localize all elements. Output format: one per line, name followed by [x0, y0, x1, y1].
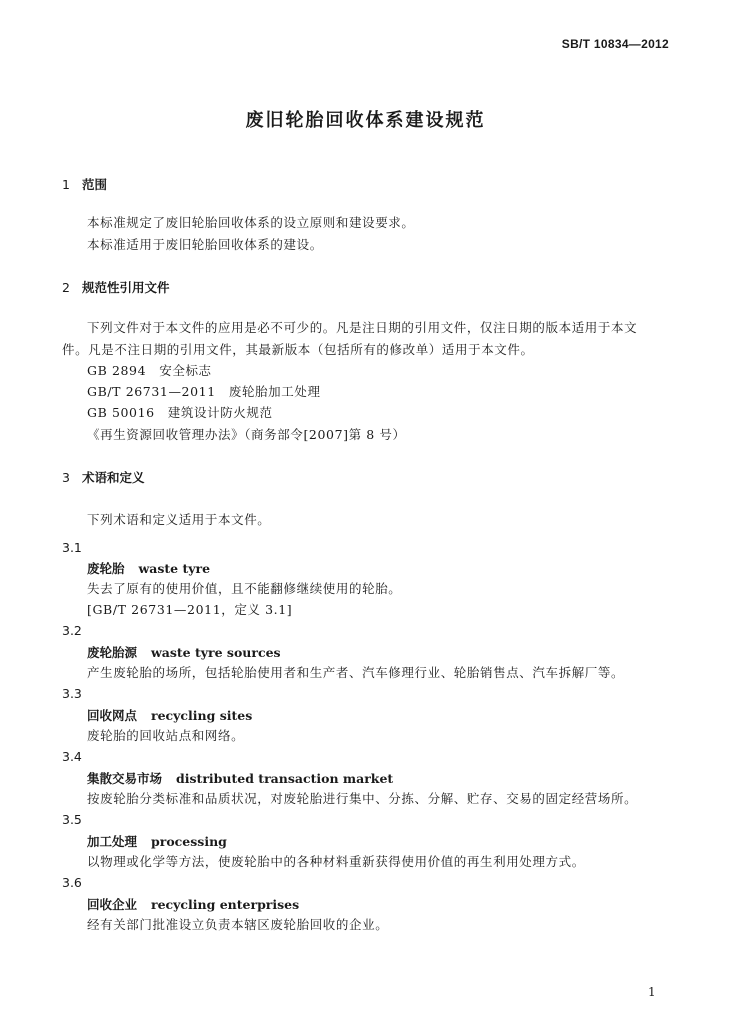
page-number: 1: [648, 985, 656, 999]
term-number: 3.2: [62, 623, 82, 638]
term-zh: 废轮胎源: [87, 645, 138, 660]
standard-code: SB/T 10834—2012: [561, 37, 669, 51]
reference-item: GB 50016 建筑设计防火规范: [87, 405, 273, 420]
term-zh: 废轮胎: [87, 561, 125, 576]
term-number: 3.5: [62, 812, 82, 827]
term-en: distributed transaction market: [176, 771, 394, 786]
term-heading: [87, 706, 252, 724]
term-number: 3.1: [62, 540, 82, 555]
term-zh: 加工处理: [87, 834, 138, 849]
term-definition: 产生废轮胎的场所，包括轮胎使用者和生产者、汽车修理行业、轮胎销售点、汽车拆解厂等。: [87, 665, 625, 680]
term-definition: 经有关部门批准设立负责本辖区废轮胎回收的企业。: [87, 917, 389, 932]
section-title: 范围: [82, 177, 108, 192]
term-heading: [87, 832, 227, 850]
section-number: 1: [62, 177, 70, 192]
section-number: 3: [62, 470, 70, 485]
paragraph: 本标准适用于废旧轮胎回收体系的建设。: [87, 237, 323, 252]
term-en: waste tyre: [138, 561, 211, 576]
term-number: 3.4: [62, 749, 82, 764]
section-3-heading: [62, 468, 145, 486]
term-en: recycling enterprises: [151, 897, 300, 912]
term-zh: 回收网点: [87, 708, 138, 723]
section-2-heading: [62, 278, 170, 296]
term-zh: 集散交易市场: [87, 771, 163, 786]
section-1-heading: [62, 175, 107, 193]
term-heading: [87, 769, 393, 787]
term-number: 3.3: [62, 686, 82, 701]
term-zh: 回收企业: [87, 897, 138, 912]
term-definition: 以物理或化学等方法，使废轮胎中的各种材料重新获得使用价值的再生利用处理方式。: [87, 854, 585, 869]
term-en: processing: [151, 834, 227, 849]
reference-item: 《再生资源回收管理办法》（商务部令[2007]第 8 号）: [87, 427, 406, 442]
term-number: 3.6: [62, 875, 82, 890]
section-title: 术语和定义: [82, 470, 145, 485]
term-definition: 废轮胎的回收站点和网络。: [87, 728, 245, 743]
paragraph-line: 件。凡是不注日期的引用文件，其最新版本（包括所有的修改单）适用于本文件。: [62, 342, 534, 357]
term-heading: [87, 559, 210, 577]
term-definition: 按废轮胎分类标准和品质状况，对废轮胎进行集中、分拣、分解、贮存、交易的固定经营场所。: [87, 791, 638, 806]
section-title: 规范性引用文件: [82, 280, 170, 295]
term-definition: 失去了原有的使用价值，且不能翻修继续使用的轮胎。: [87, 581, 402, 596]
term-heading: [87, 643, 281, 661]
reference-item: GB 2894 安全标志: [87, 363, 212, 378]
document-title: 废旧轮胎回收体系建设规范: [245, 110, 486, 131]
term-en: waste tyre sources: [151, 645, 281, 660]
term-heading: [87, 895, 299, 913]
paragraph: 本标准规定了废旧轮胎回收体系的设立原则和建设要求。: [87, 215, 415, 230]
section-number: 2: [62, 280, 70, 295]
reference-item: GB/T 26731—2011 废轮胎加工处理: [87, 384, 321, 399]
term-en: recycling sites: [151, 708, 253, 723]
term-source: [GB/T 26731—2011，定义 3.1]: [87, 602, 293, 617]
paragraph: 下列术语和定义适用于本文件。: [87, 512, 271, 527]
paragraph-line: 下列文件对于本文件的应用是必不可少的。凡是注日期的引用文件，仅注日期的版本适用于本文: [87, 320, 638, 335]
